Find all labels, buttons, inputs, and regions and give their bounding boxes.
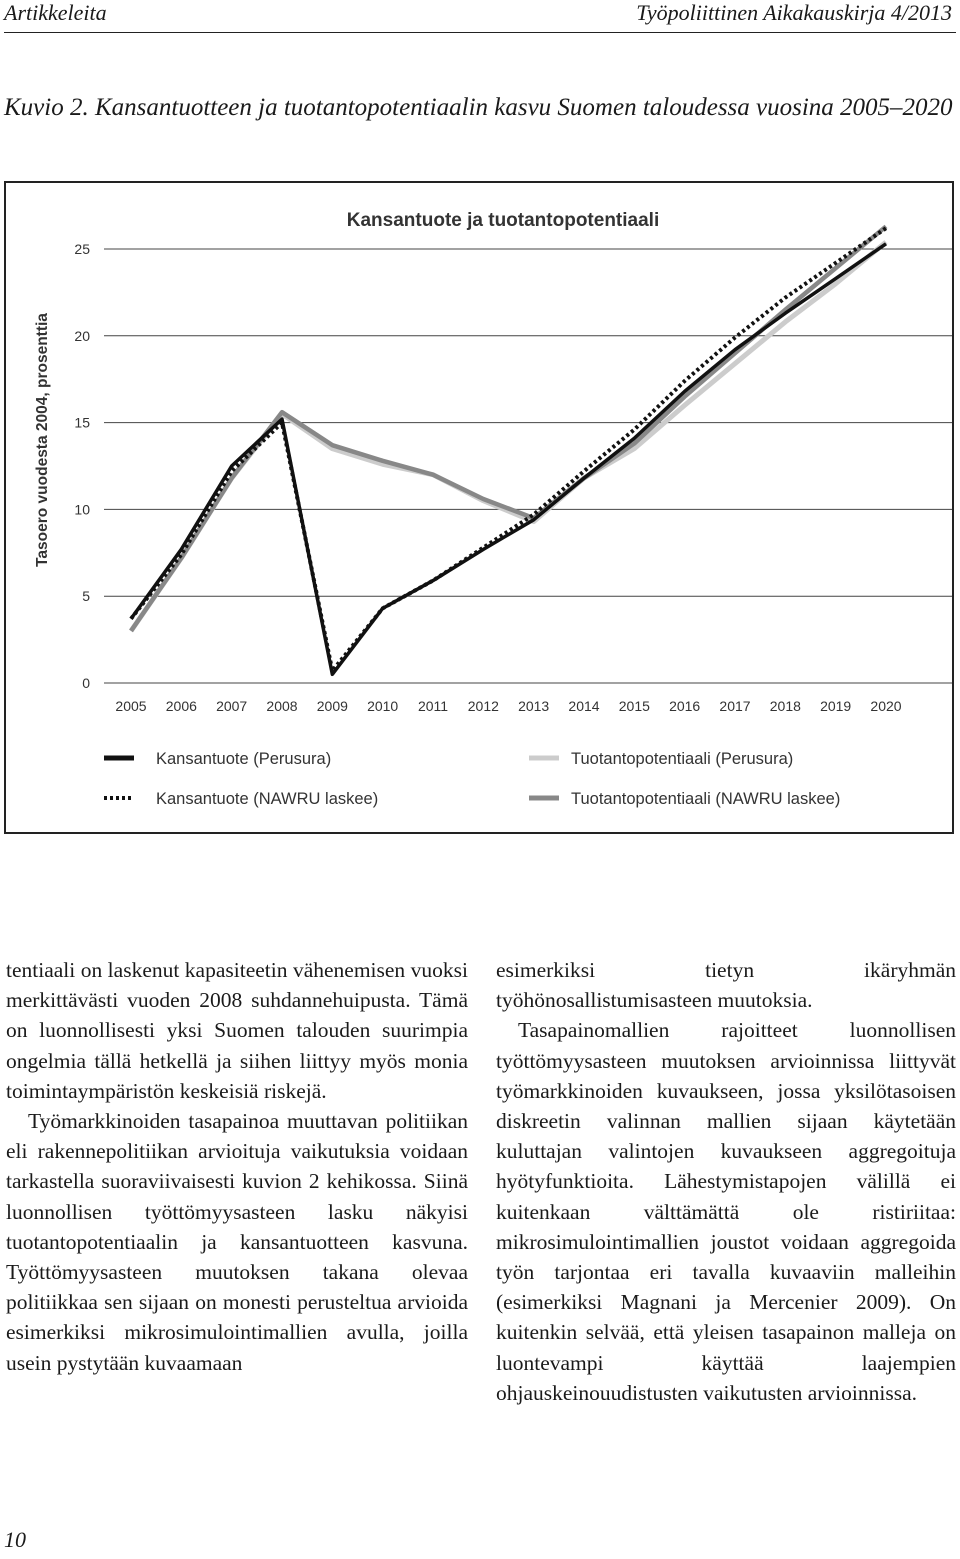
running-header-journal: Työpoliittinen Aikakauskirja 4/2013 xyxy=(636,0,952,25)
figure-caption: Kuvio 2. Kansantuotteen ja tuotantopotentiaalin kasvu Suomen taloudessa vuosina 2005–2020 xyxy=(4,94,953,121)
y-tick-label: 0 xyxy=(82,675,90,691)
legend-label: Tuotantopotentiaali (Perusura) xyxy=(571,750,794,768)
x-tick-label: 2010 xyxy=(367,698,399,714)
page-number: 10 xyxy=(4,1527,26,1552)
y-tick-label: 15 xyxy=(74,414,90,431)
series-line xyxy=(131,228,886,671)
x-tick-label: 2018 xyxy=(769,698,801,714)
x-tick-label: 2013 xyxy=(518,698,550,714)
body-paragraph: esimerkiksi tietyn ikäryhmän työhönosallistumisasteen muutoksia. xyxy=(496,958,956,1013)
running-header-section: Artikkeleita xyxy=(4,0,107,25)
x-tick-label: 2005 xyxy=(115,698,147,714)
x-tick-label: 2017 xyxy=(719,698,751,714)
series-line xyxy=(131,226,886,630)
figure-frame xyxy=(4,181,954,834)
body-paragraph: Työmarkkinoiden tasapainoa muuttavan politiikan eli rakennepolitiikan arvioituja vaikutuksia voidaan tarkastella suoraviivaisesti kuvion 2 kehikossa. Siinä luonnollisen työttömyysasteen lasku näkyisi tuotantopotentiaalin ja kansantuotteen kasvuna. Työttömyysasteen muutoksen takana olevaa politiikkaa sen sijaan on monesti perusteltua arvioida esimerkiksi mikrosimulointimallien avulla, joilla usein pystytään kuvaamaan xyxy=(6,1109,468,1375)
x-tick-label: 2011 xyxy=(417,698,449,714)
x-tick-label: 2009 xyxy=(316,698,348,714)
legend-label: Kansantuote (Perusura) xyxy=(156,750,332,768)
x-tick-label: 2006 xyxy=(165,698,197,714)
body-paragraph: tentiaali on laskenut kapasiteetin vähenemisen vuoksi merkittävästi vuoden 2008 suhdannehuipusta. Tämä on luonnollisesti yksi Suomen talouden suurimpia ongelmia tällä hetkellä ja siihen liittyy myös monia toimintaympäristön keskeisiä riskejä. xyxy=(6,958,468,1103)
x-tick-label: 2019 xyxy=(820,698,852,714)
x-tick-label: 2008 xyxy=(266,698,298,714)
x-tick-label: 2016 xyxy=(669,698,701,714)
line-chart xyxy=(6,183,956,836)
legend-label: Tuotantopotentiaali (NAWRU laskee) xyxy=(571,790,841,808)
series-line xyxy=(131,242,886,631)
body-paragraph: Tasapainomallien rajoitteet luonnollisen työttömyysasteen muutoksen arvioinnissa liittyvät työmarkkinoiden kuvaukseen, jossa yksilötasoisen diskreetin valinnan mallien sijaan käytetään kuluttajan valintojen kuvaukseen aggregoituja hyötyfunktioita. Lähestymistapojen välillä ei kuitenkaan välttämättä ole ristiriitaa: mikrosimulointimallien joustot voidaan aggregoida työn tarjontaa eri tavalla kuvaaviin malleihin (esimerkiksi Magnani ja Mercenier 2009). On kuitenkin selvää, että yleisen tasapainon malleja on luontevampi käyttää laajempien ohjauskeinouudistusten vaikutusten arvioinnissa. xyxy=(496,1018,956,1405)
y-tick-label: 5 xyxy=(82,588,90,605)
y-tick-label: 10 xyxy=(74,501,90,518)
x-tick-label: 2007 xyxy=(216,698,248,714)
x-tick-label: 2014 xyxy=(568,698,600,714)
body-column-left xyxy=(6,955,468,1378)
x-tick-label: 2015 xyxy=(618,698,650,714)
header-divider xyxy=(4,32,956,33)
body-column-right xyxy=(496,955,956,1408)
y-axis-label: Tasoero vuodesta 2004, prosenttia xyxy=(34,313,51,567)
y-tick-label: 20 xyxy=(74,327,90,344)
y-tick-label: 25 xyxy=(74,241,90,257)
legend-label: Kansantuote (NAWRU laskee) xyxy=(156,790,379,808)
x-tick-label: 2012 xyxy=(467,698,499,714)
x-tick-label: 2020 xyxy=(870,698,902,714)
chart-title: Kansantuote ja tuotantopotentiaali xyxy=(346,210,660,231)
